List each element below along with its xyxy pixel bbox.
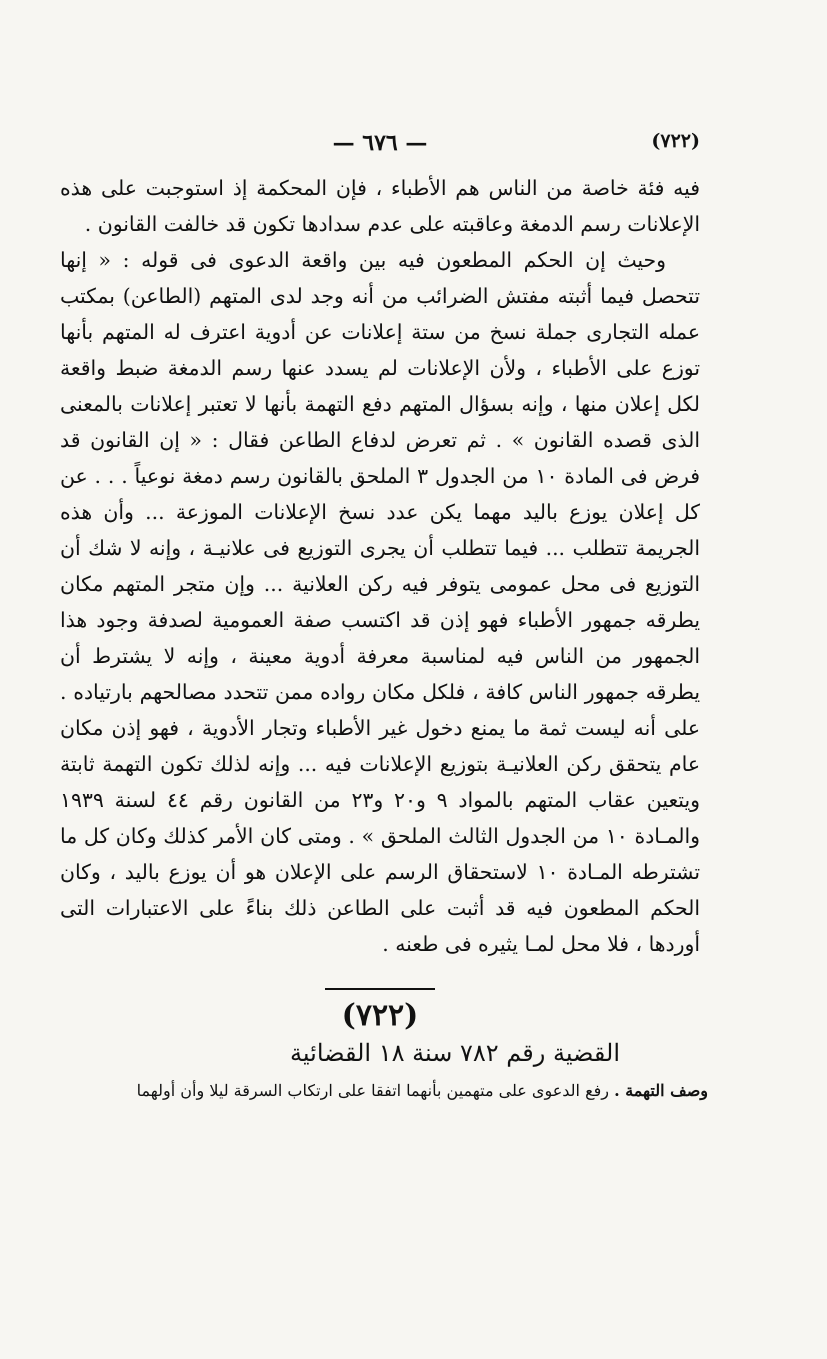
case-title: القضية رقم ٧٨٢ سنة ١٨ القضائية bbox=[290, 1039, 620, 1067]
charge-description bbox=[60, 1077, 708, 1105]
section-divider bbox=[325, 988, 435, 990]
body-text bbox=[60, 170, 700, 962]
section-number: (٧٢٢) bbox=[341, 998, 419, 1033]
page-number: — ٦٧٦ — bbox=[332, 130, 428, 156]
paragraph-2: وحيث إن الحكم المطعون فيه بين واقعة الدعوى فى قوله : « إنها تتحصل فيما أثبته مفتش الضرائب من أنه وجد لدى المتهم (الطاعن) بمكتب عمله التجارى جملة نسخ من ستة إعلانات عن أدوية اعترف له المتهم بأنها توزع على الأطباء ، ولأن الإعلانات لم يسدد عنها رسم الدمغة ضبط واقعة لكل إعلان منها ، وإنه بسؤال المتهم دفع التهمة بأنها لا تعتبر إعلانات بالمعنى الذى قصده القانون » . ثم تعرض لدفاع الطاعن فقال : « إن القانون قد فرض فى المادة ١٠ من الجدول ٣ الملحق بالقانون رسم دمغة نوعياً . . . عن كل إعلان يوزع باليد مهما يكن عدد نسخ الإعلانات الموزعة ... وأن هذه الجريمة تتطلب ... فيما تتطلب أن يجرى التوزيع فى علانيـة ، وإنه لا شك أن التوزيع فى محل عمومى يتوفر فيه ركن العلانية ... وإن متجر المتهم مكان يطرقه جمهور الأطباء فهو إذن قد اكتسب صفة العمومية لصدفة وجود هذا الجمهور من الناس فيه لمناسبة معرفة أدوية معينة ، وإنه لا يشترط أن يطرقه جمهور الناس كافة ، فلكل مكان رواده ممن تتحدد مصالحهم بارتياده . على أنه ليست ثمة ما يمنع دخول غير الأطباء وتجار الأدوية ، فهو إذن مكان عام يتحقق ركن العلانيـة بتوزيع الإعلانات فيه ... وإنه لذلك تكون التهمة ثابتة ويتعين عقاب المتهم بالمواد ٩ و٢٠ و٢٣ من القانون رقم ٤٤ لسنة ١٩٣٩ والمـادة ١٠ من الجدول الثالث الملحق » . ومتى كان الأمر كذلك وكان كل ما تشترطه المـادة ١٠ لاستحقاق الرسم على الإعلان هو أن يوزع باليد ، وكان الحكم المطعون فيه قد أثبت على الطاعن ذلك بناءً على الاعتبارات التى أوردها ، فلا محل لمـا يثيره فى طعنه . bbox=[60, 248, 701, 956]
running-case-number: (٧٢٢) bbox=[651, 130, 700, 152]
charge-text: رفع الدعوى على متهمين بأنهما اتفقا على ارتكاب السرقة ليلا وأن أولهما bbox=[136, 1081, 609, 1100]
paragraph-1: فيه فئة خاصة من الناس هم الأطباء ، فإن المحكمة إذ استوجبت على هذه الإعلانات رسم الدمغة وعاقبته على عدم سدادها تكون قد خالفت القانون . bbox=[60, 176, 700, 236]
charge-label: وصف التهمة . bbox=[614, 1081, 708, 1100]
page-header bbox=[60, 130, 700, 170]
document-page bbox=[60, 130, 708, 1105]
